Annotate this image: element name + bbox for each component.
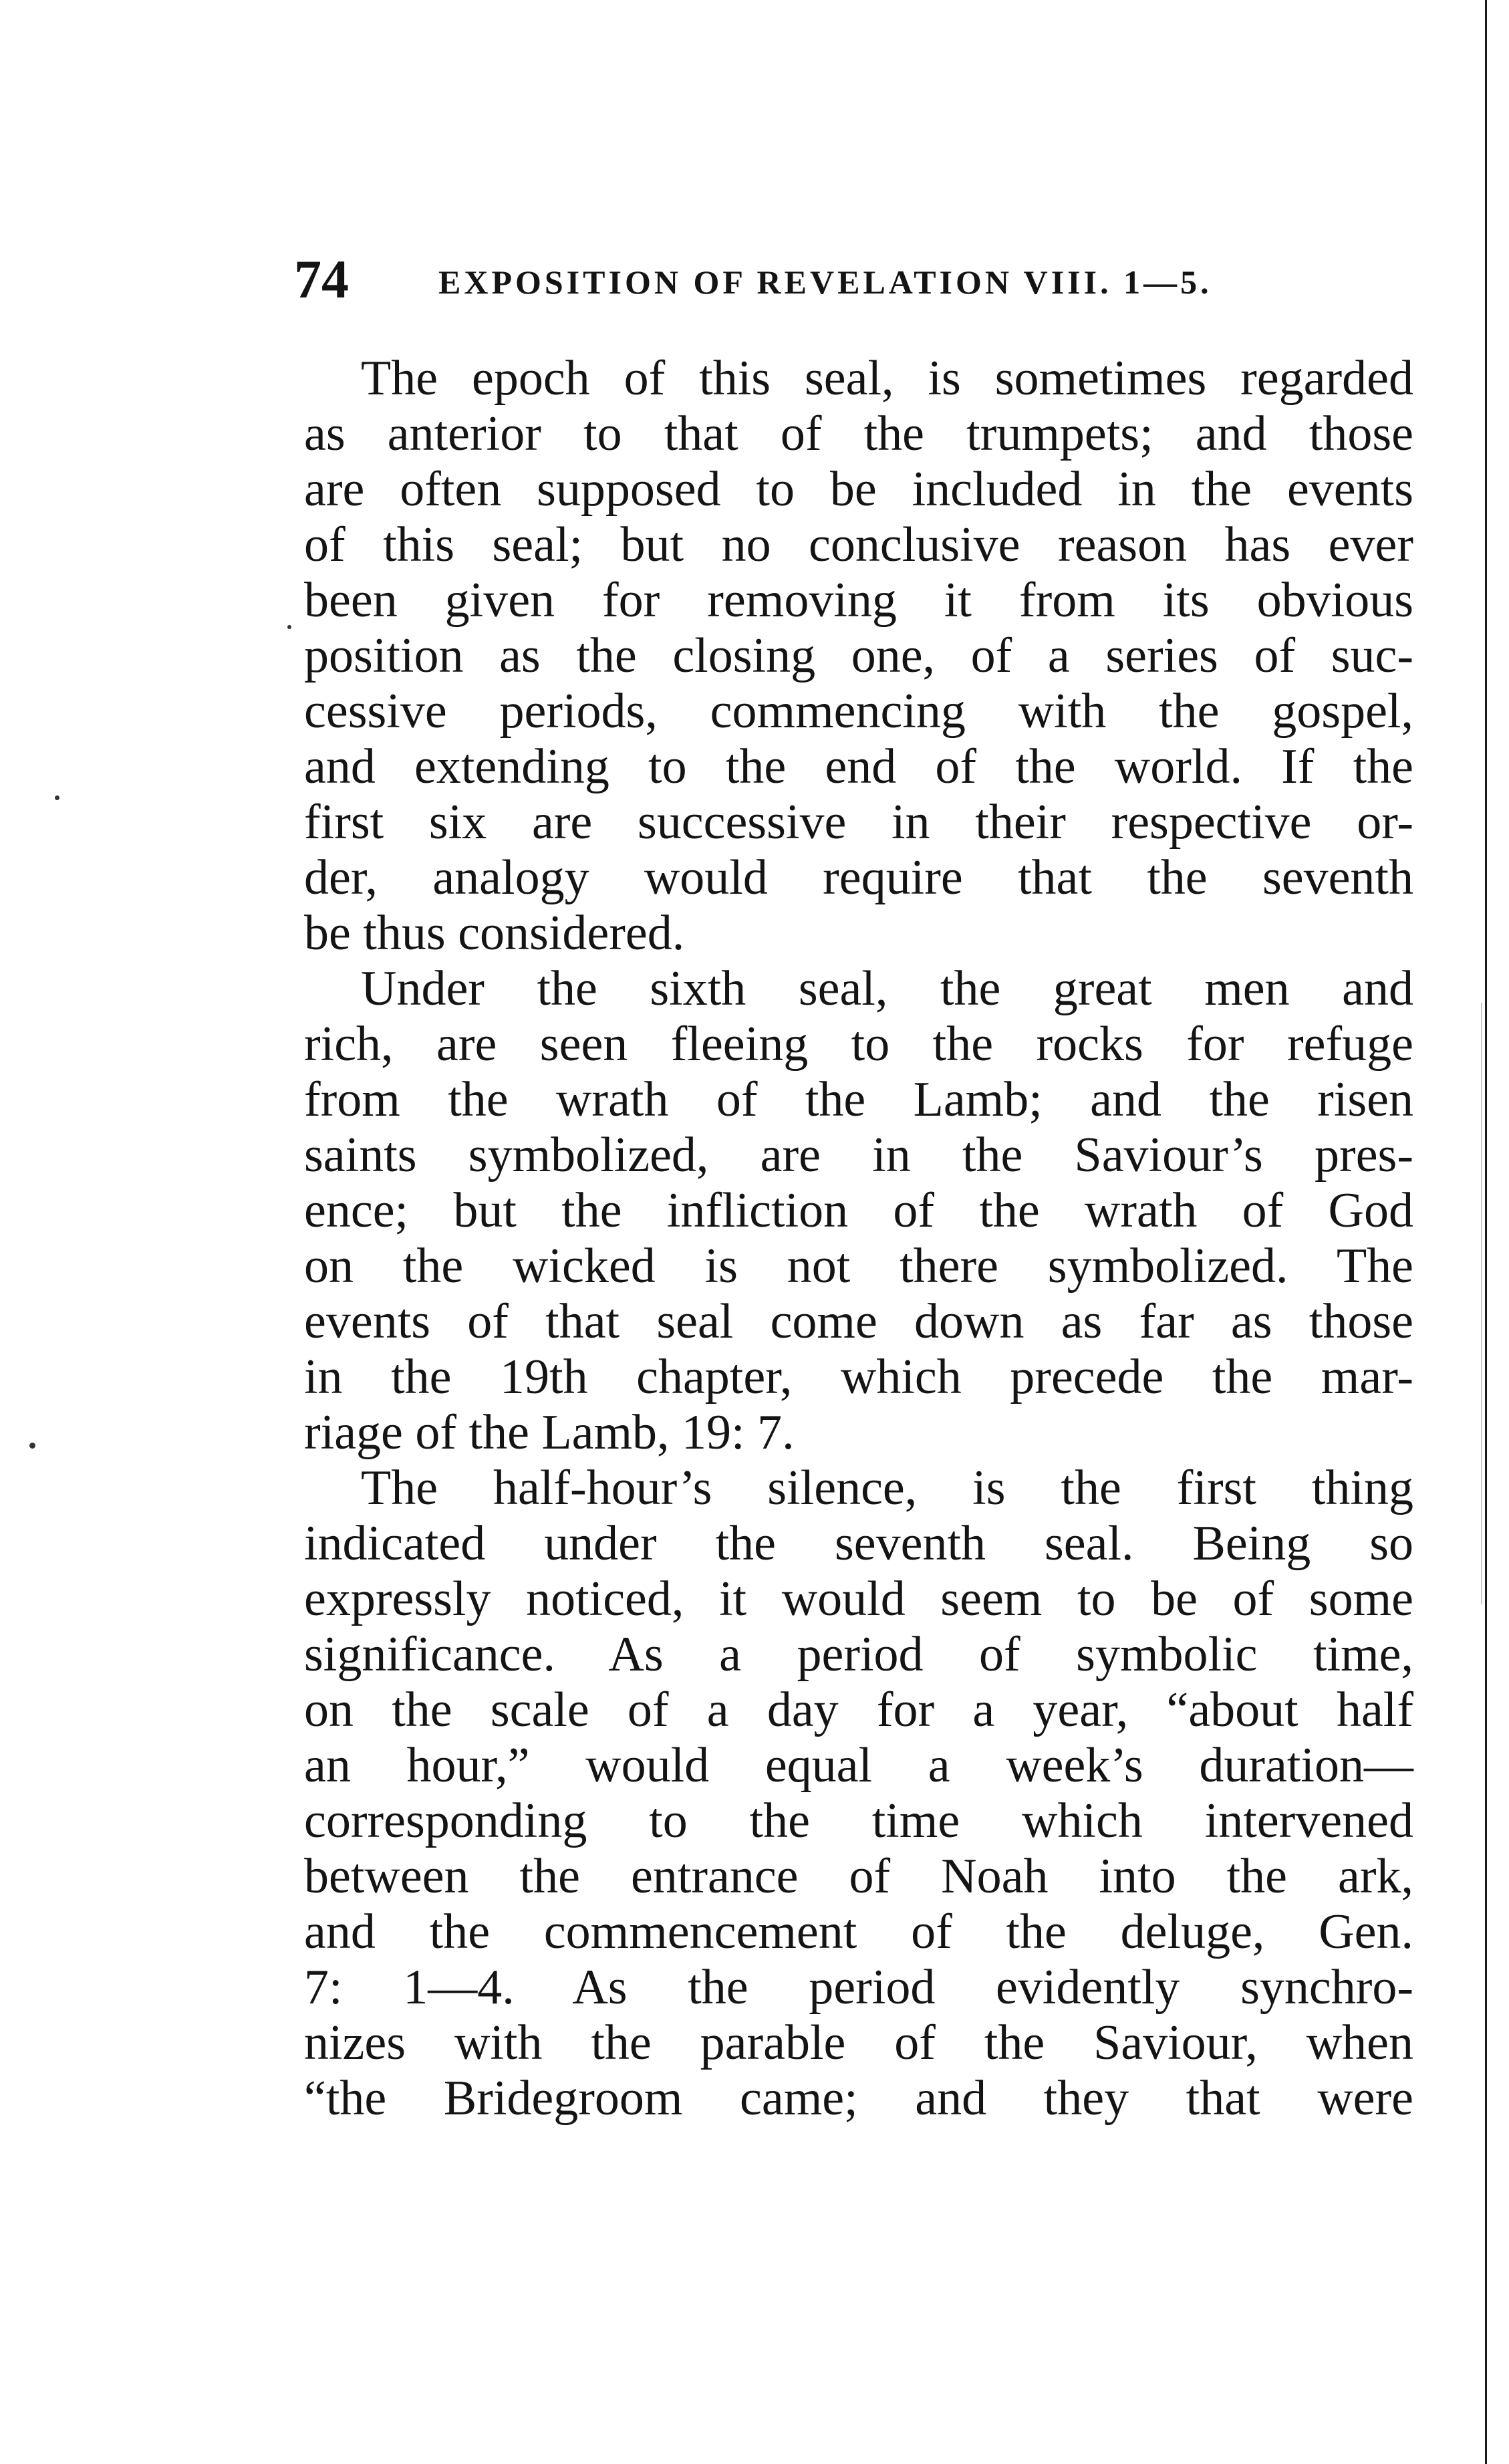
page-edge-shadow bbox=[1481, 1003, 1482, 1604]
paragraph-epoch bbox=[304, 351, 1413, 961]
running-title: EXPOSITION OF REVELATION VIII. 1—5. bbox=[438, 263, 1212, 301]
text-line: expressly noticed, it would seem to be of some bbox=[304, 1572, 1413, 1626]
text-line: between the entrance of Noah into the ark, bbox=[304, 1849, 1413, 1904]
page-header bbox=[294, 246, 1350, 313]
text-line: rich, are seen fleeing to the rocks for refuge bbox=[304, 1017, 1413, 1072]
scan-speck bbox=[29, 1443, 35, 1449]
text-line: corresponding to the time which intervened bbox=[304, 1794, 1413, 1848]
text-line: been given for removing it from its obvious bbox=[304, 573, 1413, 628]
text-line: The half-hour’s silence, is the first thing bbox=[361, 1461, 1413, 1515]
text-line: an hour,” would equal a week’s duration— bbox=[304, 1738, 1413, 1793]
text-line: “the Bridegroom came; and they that were bbox=[304, 2071, 1413, 2126]
text-line: The epoch of this seal, is sometimes regarded bbox=[361, 351, 1413, 406]
text-line: saints symbolized, are in the Saviour’s pres- bbox=[304, 1128, 1413, 1183]
scan-speck bbox=[55, 795, 59, 800]
text-line: on the scale of a day for a year, “about half bbox=[304, 1683, 1413, 1737]
text-line: Under the sixth seal, the great men and bbox=[361, 961, 1413, 1016]
paragraph-half-hour-silence bbox=[304, 1461, 1413, 2126]
paragraph-sixth-seal bbox=[304, 961, 1413, 1461]
text-line: 7: 1—4. As the period evidently synchro- bbox=[304, 1960, 1413, 2015]
text-line: riage of the Lamb, 19: 7. bbox=[304, 1405, 795, 1460]
text-line: as anterior to that of the trumpets; and those bbox=[304, 406, 1413, 461]
scan-speck bbox=[287, 625, 291, 629]
text-line: on the wicked is not there symbolized. The bbox=[304, 1239, 1413, 1293]
text-line: of this seal; but no conclusive reason has ever bbox=[304, 517, 1413, 572]
text-line: position as the closing one, of a series of suc- bbox=[304, 628, 1413, 683]
body-text bbox=[304, 351, 1413, 2126]
text-line: indicated under the seventh seal. Being so bbox=[304, 1516, 1413, 1571]
text-line: and the commencement of the deluge, Gen. bbox=[304, 1904, 1413, 1959]
text-line: ence; but the infliction of the wrath of God bbox=[304, 1183, 1413, 1238]
text-line: be thus considered. bbox=[304, 906, 685, 961]
text-line: from the wrath of the Lamb; and the risen bbox=[304, 1072, 1413, 1127]
text-line: der, analogy would require that the seventh bbox=[304, 850, 1413, 905]
text-line: significance. As a period of symbolic time, bbox=[304, 1627, 1413, 1682]
text-line: cessive periods, commencing with the gospel, bbox=[304, 684, 1413, 739]
text-line: in the 19th chapter, which precede the mar- bbox=[304, 1350, 1413, 1404]
text-line: nizes with the parable of the Saviour, when bbox=[304, 2015, 1413, 2070]
text-line: are often supposed to be included in the events bbox=[304, 462, 1413, 517]
text-line: first six are successive in their respective or- bbox=[304, 795, 1413, 850]
text-line: events of that seal come down as far as those bbox=[304, 1294, 1413, 1349]
text-line: and extending to the end of the world. If the bbox=[304, 739, 1413, 794]
page-number: 74 bbox=[294, 249, 349, 310]
page-edge-line bbox=[1485, 0, 1487, 2464]
